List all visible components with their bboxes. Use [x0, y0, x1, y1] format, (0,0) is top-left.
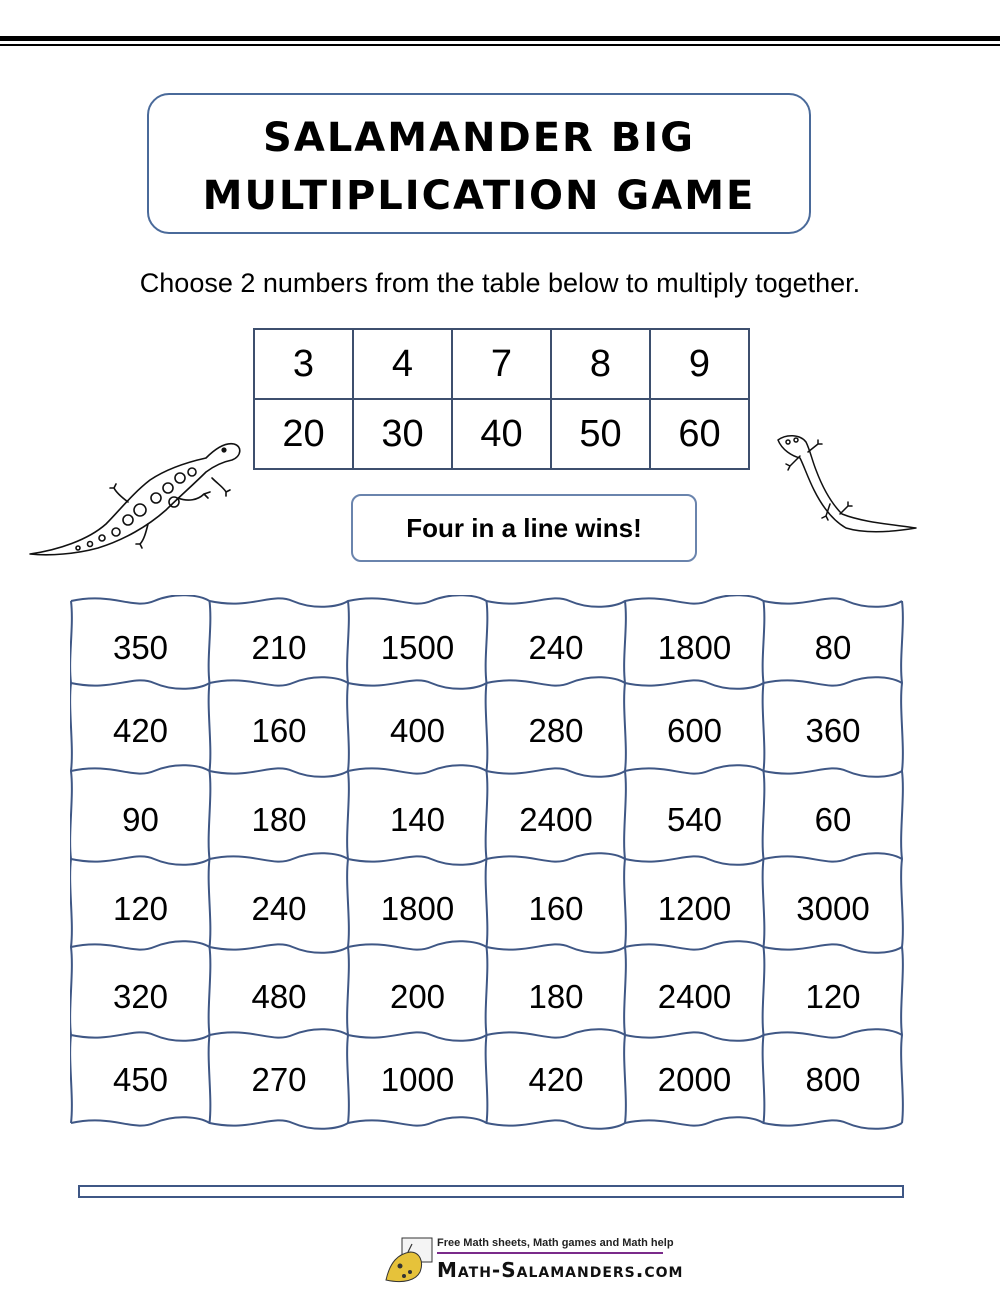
number-table: [253, 328, 750, 470]
page-title: [149, 109, 809, 225]
board-cell[interactable]: 3000: [796, 890, 870, 927]
salamander-left-illustration: [28, 432, 244, 564]
number-cell[interactable]: 9: [650, 329, 749, 399]
top-rule-thick: [0, 36, 1000, 41]
board-cell[interactable]: 1800: [380, 890, 455, 927]
board-column-edge: [901, 601, 903, 1123]
board-cell[interactable]: 280: [528, 712, 584, 749]
board-cell[interactable]: 400: [389, 712, 446, 749]
board-cell[interactable]: 210: [251, 629, 307, 666]
board-cell[interactable]: 160: [528, 890, 584, 927]
footer-underline: [437, 1252, 663, 1254]
board-column-edge: [70, 601, 72, 1123]
number-cell[interactable]: 30: [353, 399, 452, 469]
board-cell[interactable]: 120: [112, 890, 169, 927]
board-column-edge: [624, 601, 626, 1123]
title-box: [147, 93, 811, 234]
number-cell[interactable]: 3: [254, 329, 353, 399]
board-column-edge: [209, 601, 211, 1123]
board-cell[interactable]: 360: [805, 712, 861, 749]
footer-tagline: Free Math sheets, Math games and Math help: [437, 1237, 674, 1249]
board-cell[interactable]: 420: [528, 1061, 584, 1098]
board-column-edge: [763, 601, 765, 1123]
top-rule: [0, 36, 1000, 46]
number-cell[interactable]: 8: [551, 329, 650, 399]
number-cell[interactable]: 20: [254, 399, 353, 469]
board-cell[interactable]: 2400: [657, 978, 732, 1015]
board-cell[interactable]: 540: [666, 801, 723, 838]
board-cell[interactable]: 320: [112, 978, 169, 1015]
board-cell[interactable]: 2000: [657, 1061, 732, 1098]
board-cell[interactable]: 270: [251, 1061, 307, 1098]
board-cell[interactable]: 1000: [380, 1061, 455, 1098]
board-column-edge: [486, 601, 488, 1123]
board-cell[interactable]: 80: [814, 629, 852, 666]
board-cell[interactable]: 350: [112, 629, 169, 666]
board-cell[interactable]: 90: [122, 801, 159, 838]
board-cell[interactable]: 160: [251, 712, 307, 749]
salamander-right-illustration: [770, 430, 920, 540]
top-rule-thin: [0, 44, 1000, 46]
board-column-edge: [347, 601, 349, 1123]
number-cell[interactable]: 60: [650, 399, 749, 469]
board-cell[interactable]: 1800: [657, 629, 732, 666]
board-cell[interactable]: 180: [528, 978, 584, 1015]
board-cell[interactable]: 420: [112, 712, 169, 749]
number-cell[interactable]: 40: [452, 399, 551, 469]
board-cell[interactable]: 60: [814, 801, 852, 838]
board-cell[interactable]: 2400: [519, 801, 593, 838]
number-table-row-2: [254, 399, 749, 469]
game-board-grid: [70, 595, 904, 1140]
instruction-text: Choose 2 numbers from the table below to multiply together.: [139, 268, 861, 298]
number-cell[interactable]: 4: [353, 329, 452, 399]
footer-site-name[interactable]: Math-Salamanders.com: [437, 1258, 684, 1282]
game-board: [70, 595, 904, 1140]
bottom-bar: [78, 1185, 904, 1198]
board-cell[interactable]: 1200: [657, 890, 732, 927]
board-cell[interactable]: 600: [666, 712, 723, 749]
title-line-1: SALAMANDER BIG: [263, 115, 695, 161]
board-cell[interactable]: 240: [251, 890, 307, 927]
board-cell[interactable]: 140: [389, 801, 446, 838]
board-cell[interactable]: 800: [805, 1061, 861, 1098]
board-cell[interactable]: 450: [112, 1061, 169, 1098]
board-cell[interactable]: 180: [251, 801, 307, 838]
number-table-row-1: [254, 329, 749, 399]
number-cell[interactable]: 50: [551, 399, 650, 469]
four-in-a-line-label: Four in a line wins!: [351, 494, 697, 562]
title-line-2: MULTIPLICATION GAME: [202, 173, 756, 219]
board-cell[interactable]: 480: [251, 978, 307, 1015]
board-cell[interactable]: 200: [389, 978, 446, 1015]
number-cell[interactable]: 7: [452, 329, 551, 399]
board-cell[interactable]: 120: [805, 978, 861, 1015]
board-cell[interactable]: 240: [528, 629, 584, 666]
board-cell[interactable]: 1500: [380, 629, 455, 666]
